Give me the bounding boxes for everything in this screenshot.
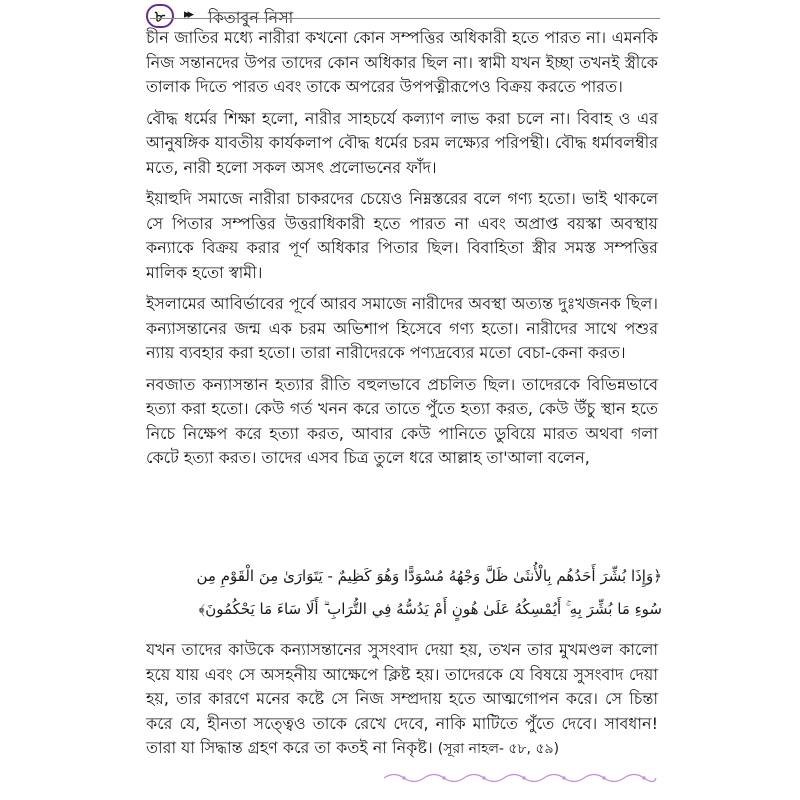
page-number: ৮ (146, 4, 174, 28)
header-rule (150, 18, 660, 19)
quran-verse-line-2: سُوءِ مَا بُشِّرَ بِهِ ۚ أَيُمْسِكُهُ عَلَىٰ هُونٍ أَمْ يَدُسُّهُ فِي التُّرَابِ ۗ أَلَا سَاءَ مَا يَحْكُمُونَ﴾ (198, 600, 662, 618)
translation-text: যখন তাদের কাউকে কন্যাসন্তানের সুসংবাদ দেয়া হয়, তখন তার মুখমণ্ডল কালো হয়ে যায় এবং সে অসহনীয় আক্ষেপে ক্লিষ্ট হয়। তাদেরকে যে বিষয়ে সুসংবাদ দেয়া হয়, তার কারণে মনের কষ্টে সে নিজ সম্প্রদায় হতে আত্মগোপন করে। সে চিন্তা করে যে, হীনতা সত্ত্বেও তাকে রেখে দেবে, নাকি মাটিতে পুঁতে দেবে। সাবধান! তারা যা সিদ্ধান্ত গ্রহণ করে তা কতই না নিকৃষ্ট। (146, 640, 658, 757)
verse-translation (146, 638, 658, 762)
paragraph-china: চীন জাতির মধ্যে নারীরা কখনো কোন সম্পত্তির অধিকারী হতে পারত না। এমনকি নিজ সন্তানদের উপর তাদের কোন অধিকার ছিল না। স্বামী যখন ইচ্ছা তখনই স্ত্রীকে তালাক দিতে পারত এবং তাকে অপরের উপপত্নীরূপেও বিক্রয় করতে পারত। (146, 28, 658, 96)
paragraph-arab-society: ইসলামের আবির্ভাবের পূর্বে আরব সমাজে নারীদের অবস্থা অত্যন্ত দুঃখজনক ছিল। কন্যাসন্তানের জন্ম এক চরম অভিশাপ হিসেবে গণ্য হতো। নারীদের সাথে পশুর ন্যায় ব্যবহার করা হতো। তারা নারীদেরকে পণ্যদ্রব্যের মতো বেচা-কেনা করত। (146, 294, 658, 362)
paragraph-judaism: ইয়াহুদি সমাজে নারীরা চাকরদের চেয়েও নিম্নস্তরের বলে গণ্য হতো। ভাই থাকলে সে পিতার সম্পত্তির উত্তরাধিকারী হতে পারত না এবং অপ্রাপ্ত বয়স্কা অবস্থায় কন্যাকে বিক্রয় করার পূর্ণ অধিকার পিতার ছিল। বিবাহিতা স্ত্রীর সমস্ত সম্পত্তির মালিক হতো স্বামী। (146, 189, 658, 282)
surah-reference: (সূরা নাহল- ৫৮, ৫৯) (437, 741, 560, 757)
translation-block (146, 638, 658, 768)
quran-verse-line-1: ﴿وَإِذَا بُشِّرَ أَحَدُهُم بِالْأُنثَىٰ ظَلَّ وَجْهُهُ مُسْوَدًّا وَهُوَ كَظِيمٌ - يَتَوَارَىٰ مِنَ الْقَوْمِ مِن (196, 567, 662, 585)
paragraph-infanticide: নবজাত কন্যাসন্তান হত্যার রীতি বহুলভাবে প্রচলিত ছিল। তাদেরকে বিভিন্নভাবে হত্যা করা হতো। কেউ গর্ত খনন করে তাতে পুঁতে হত্যা করত, কেউ উঁচু স্থান হতে নিচে নিক্ষেপ করে হত্যা করত, আবার কেউ পানিতে ডুবিয়ে মারত অথবা গলা কেটে হত্যা করত। তাদের এসব চিত্র তুলে ধরে আল্লাহ তা'আলা বলেন, (146, 374, 658, 467)
book-title: কিতাবুন নিসা (208, 8, 294, 27)
quran-verse (150, 560, 662, 626)
body-text (146, 26, 658, 477)
paragraph-buddhism: বৌদ্ধ ধর্মের শিক্ষা হলো, নারীর সাহচর্যে কল্যাণ লাভ করা চলে না। বিবাহ ও এর আনুষঙ্গিক যাবতীয় কার্যকলাপ বৌদ্ধ ধর্মের চরম লক্ষ্যের পরিপন্থী। বৌদ্ধ ধর্মাবলম্বীর মতে, নারী হলো সকল অসৎ প্রলোভনের ফাঁদ। (146, 108, 658, 177)
double-arrow-icon: ▸▸ (184, 7, 192, 22)
footer-ornament-icon (380, 771, 660, 785)
